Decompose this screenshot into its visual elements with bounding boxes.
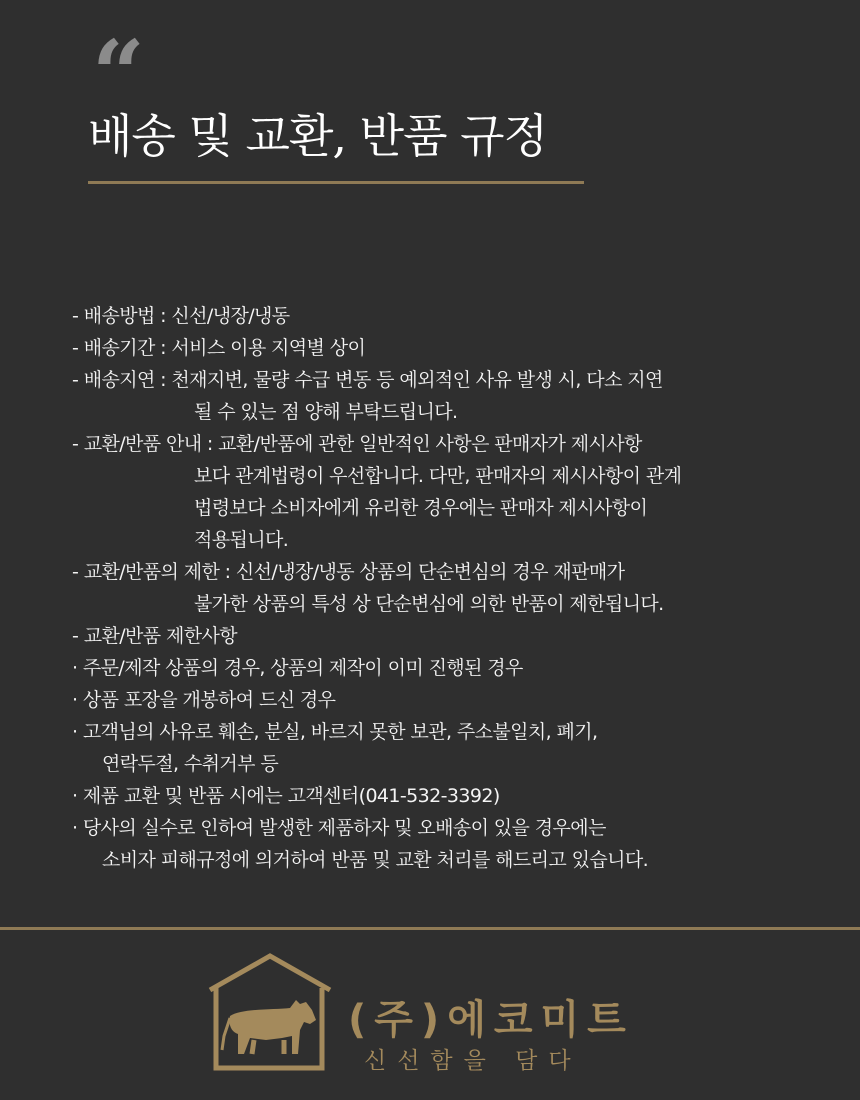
policy-line-exchange-guide-cont2: 법령보다 소비자에게 유리한 경우에는 판매자 제시사항이: [194, 497, 648, 519]
policy-bullet-company-fault: · 당사의 실수로 인하여 발생한 제품하자 및 오배송이 있을 경우에는: [72, 817, 606, 839]
policy-line-exchange-limit-cont: 불가한 상품의 특성 상 단순변심에 의한 반품이 제한됩니다.: [194, 593, 664, 615]
title-divider: [88, 181, 584, 184]
policy-text: [72, 300, 812, 876]
policy-line-exchange-guide-cont3: 적용됩니다.: [194, 529, 289, 551]
brand-slogan: 신선함을 담다: [364, 1048, 582, 1074]
policy-bullet-opened: · 상품 포장을 개봉하여 드신 경우: [72, 689, 336, 711]
house-cow-logo-icon: [204, 950, 336, 1074]
policy-bullet-customer-fault-cont: 연락두절, 수취거부 등: [102, 753, 279, 775]
policy-line-exchange-guide: - 교환/반품 안내 : 교환/반품에 관한 일반적인 사항은 판매자가 제시사항: [72, 433, 642, 455]
policy-bullet-customer-fault: · 고객님의 사유로 훼손, 분실, 바르지 못한 보관, 주소불일치, 폐기,: [72, 721, 598, 743]
policy-bullet-company-fault-cont: 소비자 피해규정에 의거하여 반품 및 교환 처리를 해드리고 있습니다.: [102, 849, 649, 871]
page-title: 배송 및 교환, 반품 규정: [88, 109, 548, 163]
policy-line-delivery-period: - 배송기간 : 서비스 이용 지역별 상이: [72, 337, 366, 359]
brand-name: (주)에코미트: [348, 997, 634, 1043]
policy-line-exchange-guide-cont1: 보다 관계법령이 우선합니다. 다만, 판매자의 제시사항이 관계: [194, 465, 682, 487]
policy-line-delivery-delay: - 배송지연 : 천재지변, 물량 수급 변동 등 예외적인 사유 발생 시, 다소 지연: [72, 369, 663, 391]
policy-line-delivery-delay-cont: 될 수 있는 점 양해 부탁드립니다.: [194, 401, 458, 423]
footer-divider: [0, 927, 860, 930]
policy-bullet-custom-order: · 주문/제작 상품의 경우, 상품의 제작이 이미 진행된 경우: [72, 657, 523, 679]
policy-bullet-customer-center: · 제품 교환 및 반품 시에는 고객센터(041-532-3392): [72, 785, 500, 807]
policy-line-delivery-method: - 배송방법 : 신선/냉장/냉동: [72, 305, 290, 327]
policy-line-restrictions-heading: - 교환/반품 제한사항: [72, 625, 237, 647]
policy-line-exchange-limit: - 교환/반품의 제한 : 신선/냉장/냉동 상품의 단순변심의 경우 재판매가: [72, 561, 625, 583]
quote-mark-icon: “: [92, 20, 145, 128]
